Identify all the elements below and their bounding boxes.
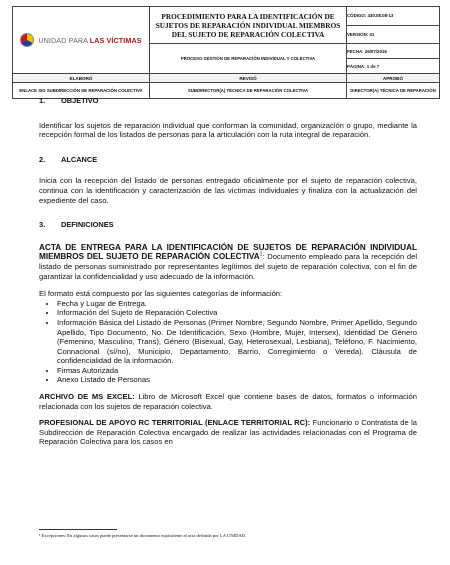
procedure-title: PROCEDIMIENTO PARA LA IDENTIFICACIÓN DE SUJETOS DE REPARACIÓN INDIVIDUAL MIEMBROS DEL SUJETO DE REPARACIÓN COLECTIVA xyxy=(150,7,347,44)
section-heading-alcance: 2. ALCANCE xyxy=(39,154,98,164)
logo-text: UNIDAD PARA LAS VÍCTIMAS xyxy=(38,35,142,45)
code-field: CÓDIGO: 430.08.08-13 xyxy=(347,7,440,26)
date-field: FECHA: 26/07/2016 xyxy=(347,44,440,59)
footnote-ref: 1 xyxy=(259,251,263,258)
role-head-elaboro: ELABORÓ xyxy=(13,74,150,83)
unidad-victimas-logo xyxy=(13,33,149,47)
footnote-separator xyxy=(39,529,117,530)
page-field: PÁGINA: 1 de 7 xyxy=(347,59,440,74)
list-item: • Fecha y Lugar de Entrega. xyxy=(57,299,417,309)
definition-acta-term: ACTA DE ENTREGA PARA LA IDENTIFICACIÓN DE SUJETOS DE REPARACIÓN INDIVIDUAL MIEMBROS DEL SUJETO DE REPARACIÓN COLECTIVA xyxy=(39,242,417,262)
definition-profesional xyxy=(39,418,417,447)
logo-cell xyxy=(13,7,150,74)
definition-acta-text: : Documento empleado para la recepción del listado de personas suministrado por representantes legítimos del sujeto de reparación colectiva, con el fin de garantizar la confidencialidad y uso adecuado de la información. xyxy=(39,252,418,281)
definition-profesional-text: Funcionario o Contratista de la Subdirección de Reparación Colectiva encargado de realizar las actividades relacionadas con el Programa de Reparación Colectiva para los casos en xyxy=(39,418,418,447)
role-head-aprobo: APROBÓ xyxy=(347,74,440,83)
alcance-text: Inicia con la recepción del listado de personas entregado oficialmente por el sujeto de reparación colectiva, continua con la identificación y caracterización de las víctimas individuales y finaliza con la actualización del expediente del caso. xyxy=(39,176,417,205)
format-categories-list xyxy=(39,299,417,385)
definition-excel-text: Libro de Microsoft Excel que contiene bases de datos, formatos o información relacionada con los sujetos de reparación colectiva. xyxy=(39,392,417,411)
document-header-table xyxy=(12,6,440,99)
role-head-reviso: REVISÓ xyxy=(150,74,347,83)
list-item: • Firmas Autorizada xyxy=(57,366,417,376)
process-name: PROCESO GESTIÓN DE REPARACIÓN INDIVIDUAL Y COLECTIVA xyxy=(150,44,347,74)
list-item: • Información Básica del Listado de Personas (Primer Nombre, Segundo Nombre, Primer Apellido, Segundo Apellido, Tipo Documento, No. De Identificación, Sexo (Hombre, Mujer, Intersex), Identidad De Género (Femenino, Masculino, Trans), Género (Bisexual, Gay, Heterosexual, Lesbiana), Teléfono, F. Nacimiento, Connacional (sí/no), Municipio, Departamento, Barrio, Corregimiento o Vereda). Cláusula de confidencialidad de la información. xyxy=(57,318,417,366)
document-body xyxy=(39,96,417,447)
footnote: ¹ Excepciones: En algunos casos puede presentarse un documento equivalente al acta definida por LA UNIDAD. xyxy=(39,533,247,538)
definition-excel-term: ARCHIVO DE MS EXCEL: xyxy=(39,392,135,402)
role-value-elaboro: ENLACE SIG SUBDIRECCIÓN DE REPARACIÓN COLECTIVA xyxy=(13,83,150,99)
list-item: • Información del Sujeto de Reparación Colectiva xyxy=(57,308,417,318)
flag-emblem-icon xyxy=(20,33,34,47)
format-intro: El formato está compuesto por las siguientes categorías de información: xyxy=(39,289,283,299)
section-heading-definiciones: 3. DEFINICIONES xyxy=(39,220,114,230)
role-value-aprobo: DIRECTOR(A) TÉCNICA DE REPARACIÓN xyxy=(347,83,440,99)
definition-excel xyxy=(39,392,417,411)
list-item: • Anexo Listado de Personas xyxy=(57,375,417,385)
definition-acta xyxy=(39,243,417,281)
objetivo-text: Identificar los sujetos de reparación individual que conforman la comunidad, organización o grupo, mediante la recepción formal de los listados de personas para la articulación con la ruta integral de reparación. xyxy=(39,120,417,140)
version-field: VERSIÓN: 01 xyxy=(347,25,440,44)
role-value-reviso: SUBDIRECTOR(A) TÉCNICA DE REPARACIÓN COLECTIVA xyxy=(150,83,347,99)
definition-profesional-term: PROFESIONAL DE APOYO RC TERRITORIAL (ENLACE TERRITORIAL RC): xyxy=(39,418,311,428)
section-heading-objetivo: 1. OBJETIVO xyxy=(39,96,99,105)
